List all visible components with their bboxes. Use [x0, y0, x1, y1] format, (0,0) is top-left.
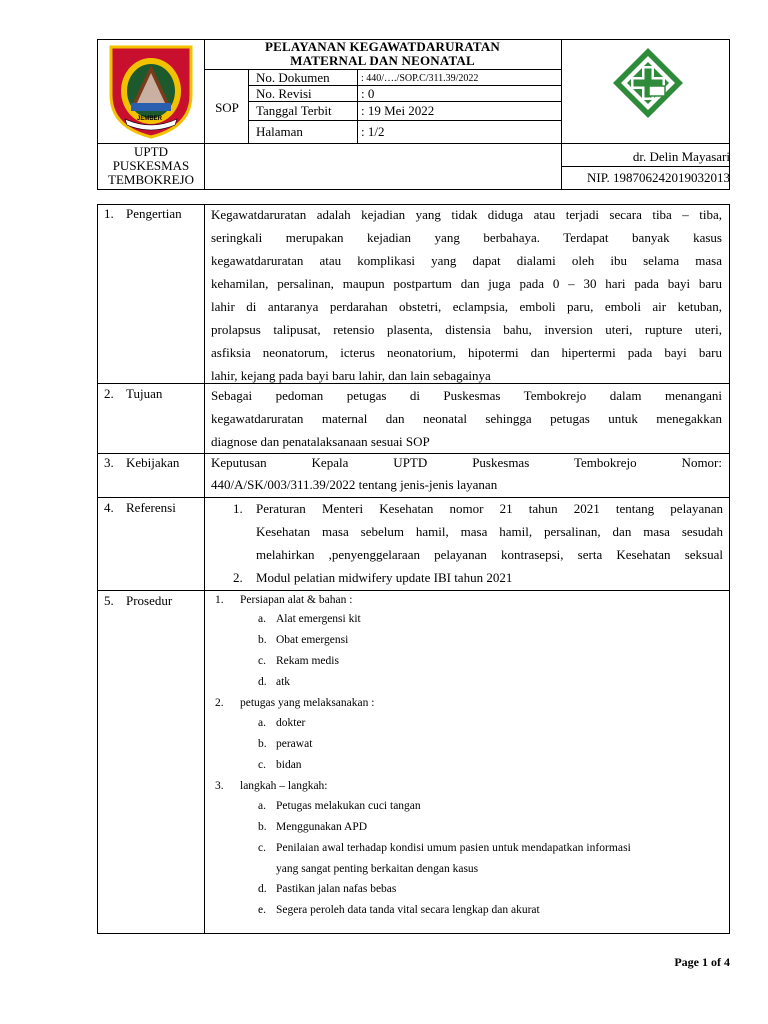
prosedur-group-title: langkah – langkah: — [240, 780, 328, 792]
section-title: Referensi — [126, 500, 176, 515]
title-line-1: PELAYANAN KEGAWATDARURATAN — [264, 39, 501, 54]
org-line-3: TEMBOKREJO — [108, 172, 194, 187]
section-label-kebijakan — [104, 455, 179, 471]
section-number: 4. — [104, 500, 114, 515]
text-line: Kesehatan masa sebelum hamil, masa hamil, persalinan, dan masa sesudah — [256, 524, 723, 539]
section-title: Prosedur — [126, 593, 173, 608]
list-letter: c. — [258, 655, 266, 667]
list-item: atk — [276, 676, 291, 688]
list-item: Penilaian awal terhadap kondisi umum pasien untuk mendapatkan informasi — [276, 842, 631, 854]
section-number: 2. — [104, 386, 114, 401]
list-letter: b. — [258, 634, 267, 646]
list-item: perawat — [276, 738, 313, 750]
field-label-halaman: Halaman — [256, 124, 303, 139]
list-letter: e. — [258, 904, 266, 916]
signer-nip: NIP. 198706242019032013 — [586, 170, 730, 185]
section-number: 5. — [104, 593, 114, 608]
sop-label: SOP — [215, 100, 239, 115]
field-value-no-revisi: : 0 — [361, 86, 375, 101]
list-letter: c. — [258, 759, 266, 771]
section-title: Pengertian — [126, 206, 182, 221]
text-line: asfiksia neonatorum, icterus neonatorium, hipotermi dan hipertermi pada bayi baru — [211, 345, 722, 360]
list-number: 1. — [233, 501, 243, 516]
field-label-no-dokumen: No. Dokumen — [256, 70, 330, 85]
list-letter: d. — [258, 883, 267, 895]
section-label-referensi — [104, 500, 176, 516]
text-line: prolapsus talipusat, retensio plasenta, distensia bahu, inversion uteri, rupture uteri, — [211, 322, 722, 337]
pengertian-text — [211, 203, 722, 387]
list-letter: a. — [258, 800, 266, 812]
field-value-halaman: : 1/2 — [361, 124, 385, 139]
kebijakan-text — [211, 452, 722, 496]
field-label-no-revisi: No. Revisi — [256, 86, 312, 101]
text-line: diagnose dan penatalaksanaan sesuai SOP — [211, 434, 430, 449]
list-item: bidan — [276, 759, 302, 771]
field-value-tanggal-terbit: : 19 Mei 2022 — [361, 103, 435, 118]
organization-name — [98, 145, 204, 187]
prosedur-group-title: Persiapan alat & bahan : — [240, 594, 353, 606]
field-label-tanggal-terbit: Tanggal Terbit — [256, 103, 332, 118]
list-letter: c. — [258, 842, 266, 854]
section-title: Kebijakan — [126, 455, 180, 470]
text-line: kegawatdaruratan atau komplikasi yang dapat dialami oleh ibu selama masa — [211, 253, 722, 268]
section-label-tujuan — [104, 386, 162, 402]
list-item: dokter — [276, 717, 306, 729]
prosedur-group-number: 1. — [215, 594, 224, 606]
section-label-pengertian — [104, 206, 182, 222]
list-letter: a. — [258, 717, 266, 729]
referensi-item-2 — [233, 566, 723, 589]
puskesmas-logo — [611, 46, 685, 120]
section-number: 1. — [104, 206, 114, 221]
signer-name: dr. Delin Mayasari — [632, 149, 730, 164]
list-item: Obat emergensi — [276, 634, 349, 646]
list-letter: d. — [258, 676, 267, 688]
prosedur-group-number: 3. — [215, 780, 224, 792]
title-line-2: MATERNAL DAN NEONATAL — [290, 53, 475, 68]
list-item: Segera peroleh data tanda vital secara lengkap dan akurat — [276, 904, 540, 916]
list-item: Pastikan jalan nafas bebas — [276, 883, 397, 895]
list-letter: a. — [258, 613, 266, 625]
org-line-2: PUSKESMAS — [112, 158, 190, 173]
regency-logo — [103, 43, 199, 139]
text-line: seringkali merupakan kejadian yang berbahaya. Terdapat banyak kasus — [211, 230, 722, 245]
list-item: Petugas melakukan cuci tangan — [276, 800, 421, 812]
text-line: lahir di antaranya perdarahan obstetri, eclampsia, emboli paru, emboli air ketuban, — [211, 299, 722, 314]
regency-logo-text: JEMBER — [137, 116, 163, 122]
list-letter: b. — [258, 738, 267, 750]
prosedur-group-title: petugas yang melaksanakan : — [240, 697, 375, 709]
tujuan-text — [211, 384, 722, 453]
referensi-item-1 — [233, 497, 723, 566]
list-item-continuation: yang sangat penting berkaitan dengan kasus — [276, 863, 479, 875]
field-value-no-dokumen: : 440/…./SOP.C/311.39/2022 — [361, 73, 479, 84]
list-item: Menggunakan APD — [276, 821, 368, 833]
text-line: melahirkan ,penyenggelaraan pelayanan kontrasepsi, serta Kesehatan seksual — [256, 547, 723, 562]
text-line: kegawatdaruratan maternal dan neonatal sehingga petugas untuk menegakkan — [211, 411, 722, 426]
list-item: Rekam medis — [276, 655, 339, 667]
list-item: Alat emergensi kit — [276, 613, 361, 625]
text-line: Modul pelatian midwifery update IBI tahun 2021 — [256, 570, 513, 585]
text-line: kehamilan, persalinan, maupun postpartum dan juga pada 0 – 30 hari pada bayi baru — [211, 276, 722, 291]
text-line: Sebagai pedoman petugas di Puskesmas Tembokrejo dalam menangani — [211, 388, 722, 403]
list-number: 2. — [233, 570, 243, 585]
list-letter: b. — [258, 821, 267, 833]
text-line: Keputusan Kepala UPTD Puskesmas Tembokrejo Nomor: — [211, 455, 722, 470]
text-line: 440/A/SK/003/311.39/2022 tentang jenis-jenis layanan — [211, 477, 498, 492]
prosedur-group-number: 2. — [215, 697, 224, 709]
org-line-1: UPTD — [134, 144, 168, 159]
text-line: Kegawatdaruratan adalah kejadian yang tidak diduga atau terjadi secara tiba – tiba, — [211, 207, 722, 222]
document-title — [205, 40, 560, 68]
section-number: 3. — [104, 455, 114, 470]
text-line: Peraturan Menteri Kesehatan nomor 21 tahun 2021 tentang pelayanan — [256, 501, 723, 516]
section-title: Tujuan — [126, 386, 163, 401]
text-line: lahir, kejang pada bayi baru lahir, dan lain sebagainya — [211, 368, 491, 383]
page-number: Page 1 of 4 — [674, 955, 730, 969]
section-label-prosedur — [104, 593, 172, 609]
